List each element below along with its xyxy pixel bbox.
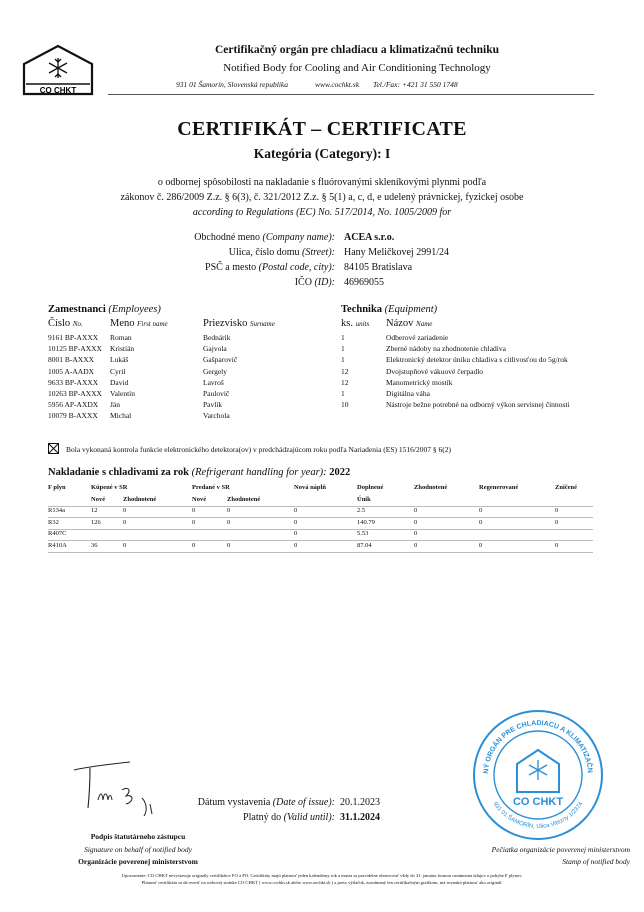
refrigerant-cell-gas: R134a	[48, 507, 65, 514]
refrigerant-title: Nakladanie s chladivami za rok (Refrigerant handling for year): 2022	[48, 467, 351, 478]
employee-surname: Gergely	[203, 366, 228, 376]
equipment-qty: 1	[341, 344, 345, 354]
svg-text:CERTIFIKAČNÝ ORGÁN PRE CHLADIA: NÝ ORGÁN PRE CHLADIACU A KLIMATIZAČN	[482, 719, 594, 775]
refrigerant-cell-rec: 0	[414, 518, 418, 526]
employee-first-name: Kristián	[110, 344, 135, 354]
employee-first-name: Lukáš	[110, 355, 129, 365]
refrigerant-cell-destr: 0	[555, 507, 559, 514]
refrigerant-header-new2: Nové	[192, 496, 207, 503]
refrigerant-cell-regen: 0	[479, 518, 483, 526]
refrigerant-header-destroyed: Zničené	[555, 484, 578, 491]
refrigerant-cell-fill: 0	[294, 530, 298, 537]
employee-surname: Pavlík	[203, 400, 223, 410]
footnote-line-2: Platnosť certifikátu sa dá overiť na webovej stránke CO CHKT ( www.cochkt.sk alebo www.zochkt.sk ) a preto výtlačok, zosnímaný len certifikačným grafikom, má rovnakú platnosť ako originál.	[141, 880, 503, 885]
equipment-title: Technika (Equipment)	[341, 304, 438, 315]
refrigerant-header-new: Nové	[91, 496, 106, 503]
company-field-label: PSČ a mesto (Postal code, city):	[205, 262, 335, 273]
equipment-name: Odberové zariadenie	[386, 333, 449, 342]
refrigerant-header-refill: Doplnené	[357, 484, 384, 491]
issue-date-label: Dátum vystavenia (Date of issue):	[197, 797, 335, 808]
refrigerant-cell-gas: R32	[48, 518, 59, 526]
company-field-value: Hany Meličkovej 2991/24	[344, 247, 449, 258]
intro-line-3: according to Regulations (EC) No. 517/2014, No. 1005/2009 for	[192, 207, 452, 218]
detector-check-checkbox	[48, 443, 59, 454]
employee-surname: Lavroš	[203, 377, 224, 387]
employee-number: 10079 B-AXXX	[48, 411, 98, 421]
equipment-name: Nástroje bežne potrebné na odborný výkon servisnej činnosti	[386, 400, 570, 410]
refrigerant-cell-p-new: 12	[91, 507, 98, 514]
employee-number: 8001 B-AXXX	[48, 355, 95, 365]
org-address: 931 01 Šamorín, Slovenská republika	[176, 80, 288, 89]
refrigerant-cell-s-rec: 0	[227, 518, 231, 526]
equipment-qty: 1	[341, 333, 345, 342]
refrigerant-header-sold: Predané v SR	[192, 484, 230, 491]
refrigerant-cell-destr: 0	[555, 541, 559, 549]
svg-text:931 01 ŠAMORÍN, Ulica Vitezny: 931 01 ŠAMORÍN, Ulica Vitezny 1/2374	[491, 801, 585, 831]
valid-date-value: 31.1.2024	[340, 812, 380, 823]
footnote-line-1: Upozornenie: CO CHKT nevystavuje originály certifikátov FO a PO. Certifikáty majú platnosť jeden kalendárny rok a musia sa pravidelne obnovovať vždy do 31. januára formou oznámenia údajov o pohybe F plynov.	[121, 873, 523, 878]
employee-number: 1005 A-AADX	[48, 366, 95, 376]
svg-text:CO CHKT: CO CHKT	[512, 796, 564, 808]
employee-first-name: Roman	[110, 333, 132, 342]
refrigerant-row-divider	[48, 552, 593, 553]
refrigerant-header-recovered: Zhodnotené	[414, 484, 448, 491]
official-stamp	[471, 708, 605, 847]
refrigerant-cell-fill: 0	[294, 541, 298, 549]
company-field-label: IČO (ID):	[294, 277, 335, 288]
employee-first-name: David	[110, 377, 129, 387]
refrigerant-cell-refill: 5.53	[357, 530, 369, 537]
refrigerant-cell-refill: 87.04	[357, 541, 372, 549]
refrigerant-header-regenerated: Regenerované	[479, 484, 519, 491]
employee-surname: Bednárik	[203, 333, 231, 342]
refrigerant-cell-rec: 0	[414, 507, 418, 514]
employees-title: Zamestnanci (Employees)	[48, 304, 161, 315]
refrigerant-header-purchased: Kúpené v SR	[91, 484, 128, 491]
refrigerant-header-new-fill: Nová náplň	[294, 484, 326, 491]
notified-body-name: Notified Body for Cooling and Air Conditioning Technology	[223, 62, 491, 74]
refrigerant-header-recovered-sub2: Zhodnotené	[227, 496, 261, 503]
equipment-col-qty: ks. units	[341, 318, 370, 329]
employee-surname: Paulovič	[203, 389, 230, 398]
equipment-name: Elektronický detektor úniku chladiva s citlivosťou do 5g/rok	[386, 355, 568, 365]
certificate-category: Kategória (Category): I	[253, 146, 391, 161]
refrigerant-cell-p-new: 126	[91, 518, 101, 526]
refrigerant-row-divider	[48, 517, 593, 518]
employee-first-name: Michal	[110, 411, 132, 421]
equipment-name: Dvojstupňové vákuové čerpadlo	[386, 366, 484, 376]
refrigerant-cell-p-rec: 0	[123, 518, 127, 526]
equipment-qty: 12	[341, 366, 349, 376]
company-field-value: 46969055	[344, 277, 384, 288]
equipment-qty: 12	[341, 377, 349, 387]
refrigerant-cell-fill: 0	[294, 518, 298, 526]
refrigerant-cell-s-new: 0	[192, 507, 196, 514]
equipment-name: Zberné nádoby na zhodnotenie chladiva	[386, 344, 506, 354]
refrigerant-cell-s-rec: 0	[227, 507, 231, 514]
signature-scribble	[72, 760, 172, 835]
refrigerant-cell-regen: 0	[479, 541, 483, 549]
refrigerant-header-recovered-sub: Zhodnotené	[123, 496, 157, 503]
refrigerant-cell-p-new: 36	[91, 541, 98, 549]
stamp-subtitle: Stamp of notified body	[562, 857, 630, 866]
refrigerant-cell-fill: 0	[294, 507, 298, 514]
employee-number: 9161 BP-AXXX	[48, 333, 99, 342]
refrigerant-cell-regen: 0	[479, 507, 483, 514]
employee-surname: Gajvola	[203, 344, 227, 354]
refrigerant-cell-p-rec: 0	[123, 507, 127, 514]
equipment-name: Manometrický mostík	[386, 377, 453, 387]
refrigerant-row-divider	[48, 506, 593, 507]
header-divider	[108, 94, 594, 95]
employee-first-name: Cyril	[110, 366, 126, 376]
equipment-col-name: Názov Name	[386, 318, 433, 329]
employees-col-name: Meno First name	[110, 318, 168, 329]
org-name: Certifikačný orgán pre chladiacu a klimatizačnú techniku	[214, 44, 500, 56]
refrigerant-header-leak: Únik	[357, 496, 371, 503]
refrigerant-row-divider	[48, 540, 593, 541]
equipment-qty: 1	[341, 355, 345, 365]
refrigerant-cell-s-new: 0	[192, 541, 196, 549]
check-cross-icon	[49, 444, 58, 453]
company-field-value: 84105 Bratislava	[344, 262, 413, 273]
stamp-title: Pečiatka organizácie poverenej ministerstvom	[491, 845, 630, 854]
intro-line-1: o odbornej spôsobilosti na nakladanie s fluórovanými skleníkovými plynmi podľa	[157, 177, 487, 188]
refrigerant-cell-gas: R407C	[48, 530, 67, 537]
company-field-label: Ulica, číslo domu (Street):	[228, 247, 335, 258]
stamp-snowflake-icon	[529, 760, 547, 780]
signature-title: Podpis štatutárneho zástupcu	[90, 832, 186, 841]
refrigerant-cell-refill: 140.79	[357, 518, 375, 526]
employee-number: 10125 BP-AXXX	[48, 344, 102, 354]
signature-org: Organizácie poverenej ministerstvom	[78, 857, 198, 866]
employees-col-surname: Priezvisko Surname	[203, 318, 275, 329]
employees-col-number: Číslo No.	[48, 318, 83, 329]
issue-date-value: 20.1.2023	[340, 797, 380, 808]
refrigerant-row-divider	[48, 529, 593, 530]
refrigerant-cell-refill: 2.5	[357, 507, 366, 514]
valid-date-label: Platný do (Valid until):	[243, 812, 335, 823]
signature-subtitle: Signature on behalf of notified body	[84, 845, 192, 854]
refrigerant-cell-gas: R410A	[48, 541, 67, 549]
refrigerant-cell-rec: 0	[414, 530, 418, 537]
employee-first-name: Valentín	[110, 389, 135, 398]
refrigerant-cell-destr: 0	[555, 518, 559, 526]
company-field-label: Obchodné meno (Company name):	[194, 232, 335, 243]
svg-text:CO CHKT: CO CHKT	[39, 86, 77, 95]
footnote	[0, 872, 644, 886]
employee-surname: Varchola	[203, 411, 230, 421]
detector-check-text: Bola vykonaná kontrola funkcie elektronického detektora(ov) v predchádzajúcom roku podľa Nariadenia (ES) 1516/2007 § 6(2)	[66, 445, 452, 454]
company-field-value: ACEA s.r.o.	[344, 232, 395, 243]
org-web: www.cochkt.sk	[315, 80, 360, 89]
certificate-title: CERTIFIKÁT – CERTIFICATE	[177, 118, 467, 140]
employee-number: 5956 AP-AXDX	[48, 400, 99, 410]
equipment-qty: 1	[341, 389, 345, 398]
org-tel: Tel./Fax: +421 31 550 1748	[373, 80, 458, 89]
refrigerant-header-gas: F plyn	[48, 484, 66, 491]
refrigerant-cell-p-rec: 0	[123, 541, 127, 549]
equipment-name: Digitálna váha	[386, 389, 430, 398]
refrigerant-cell-s-rec: 0	[227, 541, 231, 549]
refrigerant-cell-rec: 0	[414, 541, 418, 549]
intro-line-2: zákonov č. 286/2009 Z.z. § 6(3), č. 321/2012 Z.z. § 5(1) a, c, d, e udelený právnickej, fyzickej osobe	[120, 192, 524, 203]
employee-number: 9633 BP-AXXX	[48, 377, 99, 387]
equipment-qty: 10	[341, 400, 349, 410]
employee-surname: Gašparovič	[203, 355, 238, 365]
refrigerant-cell-s-new: 0	[192, 518, 196, 526]
employee-first-name: Ján	[110, 400, 120, 410]
employee-number: 10263 BP-AXXX	[48, 389, 102, 398]
